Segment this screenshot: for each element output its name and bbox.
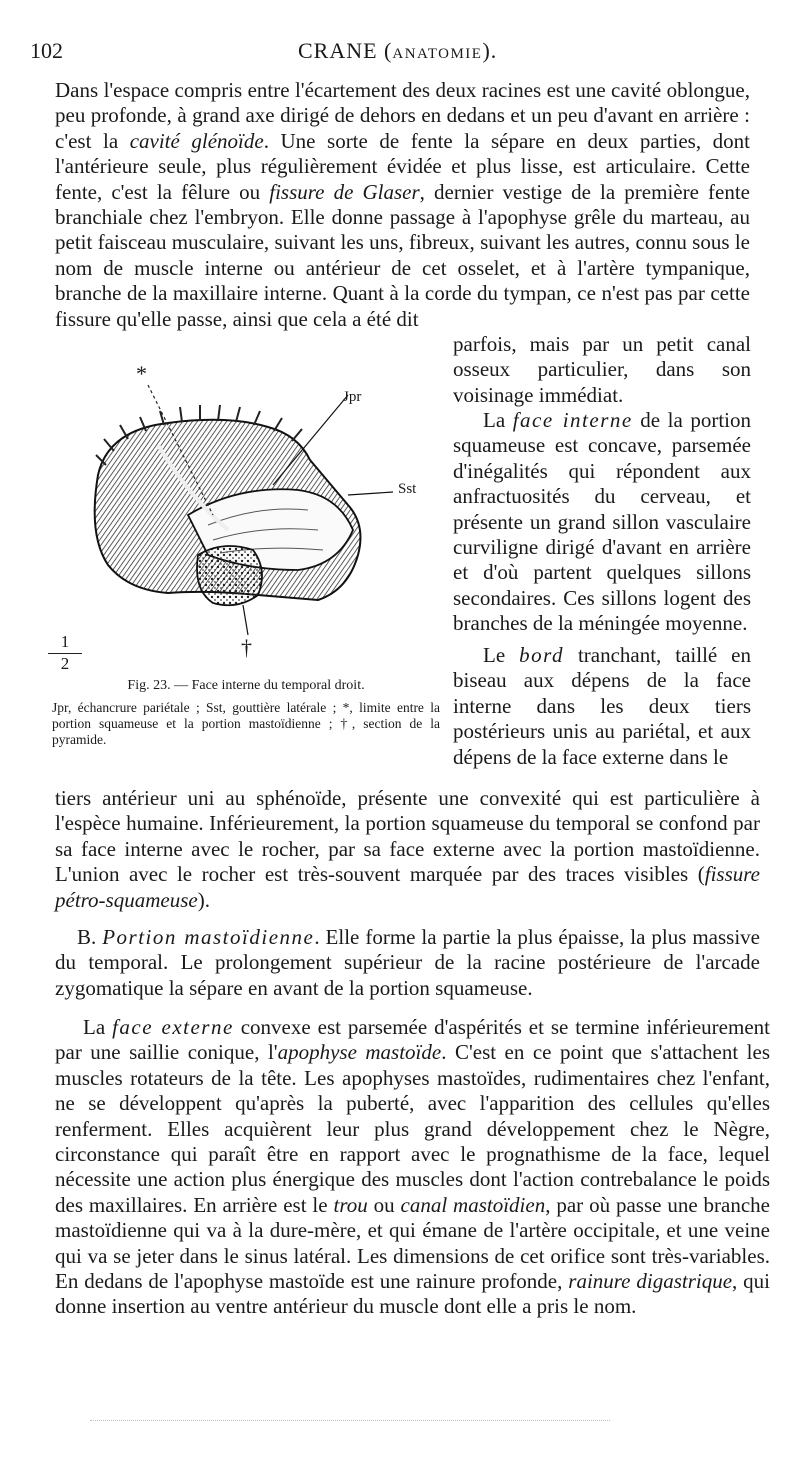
paragraph-bord bbox=[453, 643, 751, 770]
text-run: tiers antérieur uni au sphénoïde, présente une convexité qui est particulière à l'espèce humaine. Inférieurement, la portion squameuse du temporal se confond par sa face interne avec le rocher, par sa face externe avec la portion mastoïdienne. L'union avec le rocher est très-souvent marquée par des traces visibles ( bbox=[55, 786, 760, 887]
running-title-main: CRANE ( bbox=[298, 38, 393, 63]
paragraph-face-interne bbox=[453, 408, 751, 637]
paragraph-glenoid bbox=[55, 78, 750, 332]
page-number: 102 bbox=[30, 38, 63, 63]
paragraph-portion-mastoidienne bbox=[55, 925, 760, 1001]
label-jpr: Jpr bbox=[343, 389, 362, 405]
text-run: Le bbox=[483, 643, 520, 667]
term-cavite-glenoide: cavité glénoïde bbox=[129, 128, 264, 153]
scale-fraction bbox=[48, 632, 82, 674]
pyramid-section bbox=[197, 546, 262, 605]
text-run: Dans l'espace compris entre l'écartement des deux racines est une cavité oblongue, peu profonde, à grand axe dirigé de dehors en dedans et un peu d'avant en arrière : c'est la bbox=[55, 78, 750, 153]
figure-caption bbox=[52, 678, 440, 748]
term-face-interne: face interne bbox=[512, 408, 633, 432]
text-run: La bbox=[83, 1015, 113, 1039]
term-rainure-digastrique: rainure digastrique bbox=[568, 1269, 733, 1294]
text-run: de la portion squameuse est concave, parsemée d'inégalités qui répondent aux anfractuosités du cerveau, et présente un grand sillon vasculaire curviligne dirigé d'avant en arrière et d'où partent quelques sillons secondaires. Ces sillons logent des branches de la méningée moyenne. bbox=[453, 408, 751, 636]
text-run: La bbox=[483, 408, 513, 432]
label-sst: Sst bbox=[398, 481, 417, 497]
term-fissure-petro-squameuse: fissure pétro-squameuse bbox=[55, 862, 760, 912]
text-run: . Elle forme la partie la plus épaisse, la plus massive du temporal. Le prolongement supérieur de la racine postérieure de l'arcade zygomatique la sépare en avant de la portion squameuse. bbox=[55, 925, 760, 1000]
text-run: . Une sorte de fente la sépare en deux parties, dont l'antérieure seule, plus régulièrement évidée et plus lisse, est articulaire. Cette fente, c'est la fêlure ou bbox=[55, 128, 750, 204]
text-run: , dernier vestige de la première fente branchiale chez l'embryon. Elle donne passage à l'apophyse grêle du marteau, au petit faisceau musculaire, suivant les uns, fibreux, suivant les autres, connu sous le nom de muscle interne ou antérieur de cet osselet, et à l'artère tympanique, branche de la maxillaire interne. Quant à la corde du tympan, ce n'est pas par cette fissure qu'elle passe, ainsi que cela a été dit bbox=[55, 179, 750, 331]
label-star: * bbox=[136, 361, 147, 386]
term-bord: bord bbox=[519, 643, 564, 667]
text-run: , par où passe une branche mastoïdienne qui va à la dure-mère, et qui émane de l'artère occipitale, et une veine qui va se jeter dans le sinus latéral. Les dimensions de cet orifice sont très-variables. En dedans de l'apophyse mastoïde est une rainure profonde, bbox=[55, 1192, 770, 1294]
temporal-bone-illustration bbox=[48, 355, 438, 655]
term-face-externe: face externe bbox=[112, 1015, 234, 1039]
page-header bbox=[30, 38, 745, 68]
label-dagger: † bbox=[241, 635, 252, 660]
term-apophyse-mastoide: apophyse mastoïde bbox=[277, 1040, 442, 1065]
paragraph-bord-continued bbox=[55, 786, 760, 913]
scale-numerator: 1 bbox=[48, 632, 82, 654]
caption-legend: Jpr, échancrure pariétale ; Sst, gouttière latérale ; *, limite entre la portion squameuse et la portion mastoïdienne ; †, section de la pyramide. bbox=[52, 700, 440, 747]
text-run: , qui donne insertion au ventre antérieur du muscle dont elle a pris le nom. bbox=[55, 1269, 770, 1319]
section-heading-mastoidienne: Portion mastoïdienne bbox=[102, 925, 315, 949]
text-run: ou bbox=[367, 1192, 401, 1217]
running-title-sub: ANATOMIE bbox=[392, 46, 483, 62]
text-run: ). bbox=[197, 887, 210, 912]
text-run: B. bbox=[77, 925, 103, 949]
text-run: convexe est parsemée d'aspérités et se termine inférieurement par une saillie conique, l' bbox=[55, 1015, 770, 1065]
term-trou: trou bbox=[333, 1192, 368, 1217]
footer-rule bbox=[90, 1420, 610, 1423]
running-title-end: ). bbox=[482, 38, 498, 63]
running-title bbox=[298, 38, 497, 64]
term-fissure-glaser: fissure de Glaser bbox=[269, 179, 420, 204]
term-canal-mastoidien: canal mastoïdien bbox=[400, 1192, 546, 1217]
figure-temporal-bone bbox=[48, 355, 438, 675]
text-run: . C'est en ce point que s'attachent les muscles rotateurs de la tête. Les apophyses mastoïdes, rudimentaires chez l'enfant, ne se développent qu'après la puberté, avec l'apparition des cellules qu'elles renferment. Elles acquièrent leur plus grand développement chez le Nègre, circonstance qui paraît être en rapport avec le prognathisme de la face, lequel nécessite une action plus énergique des muscles dont l'action contrebalance le poids des maxillaires. En arrière est le bbox=[55, 1040, 770, 1217]
text-run: tranchant, taillé en biseau aux dépens de la face interne dans les deux tiers postérieurs unis au pariétal, et aux dépens de la face externe dans le bbox=[453, 643, 751, 769]
paragraph-face-externe bbox=[55, 1015, 770, 1320]
paragraph-glenoid-continued: parfois, mais par un petit canal osseux particulier, dans son voisinage immédiat. bbox=[453, 332, 751, 407]
caption-title: Fig. 23. — Face interne du temporal droit. bbox=[127, 678, 365, 693]
scale-denominator: 2 bbox=[60, 654, 70, 673]
